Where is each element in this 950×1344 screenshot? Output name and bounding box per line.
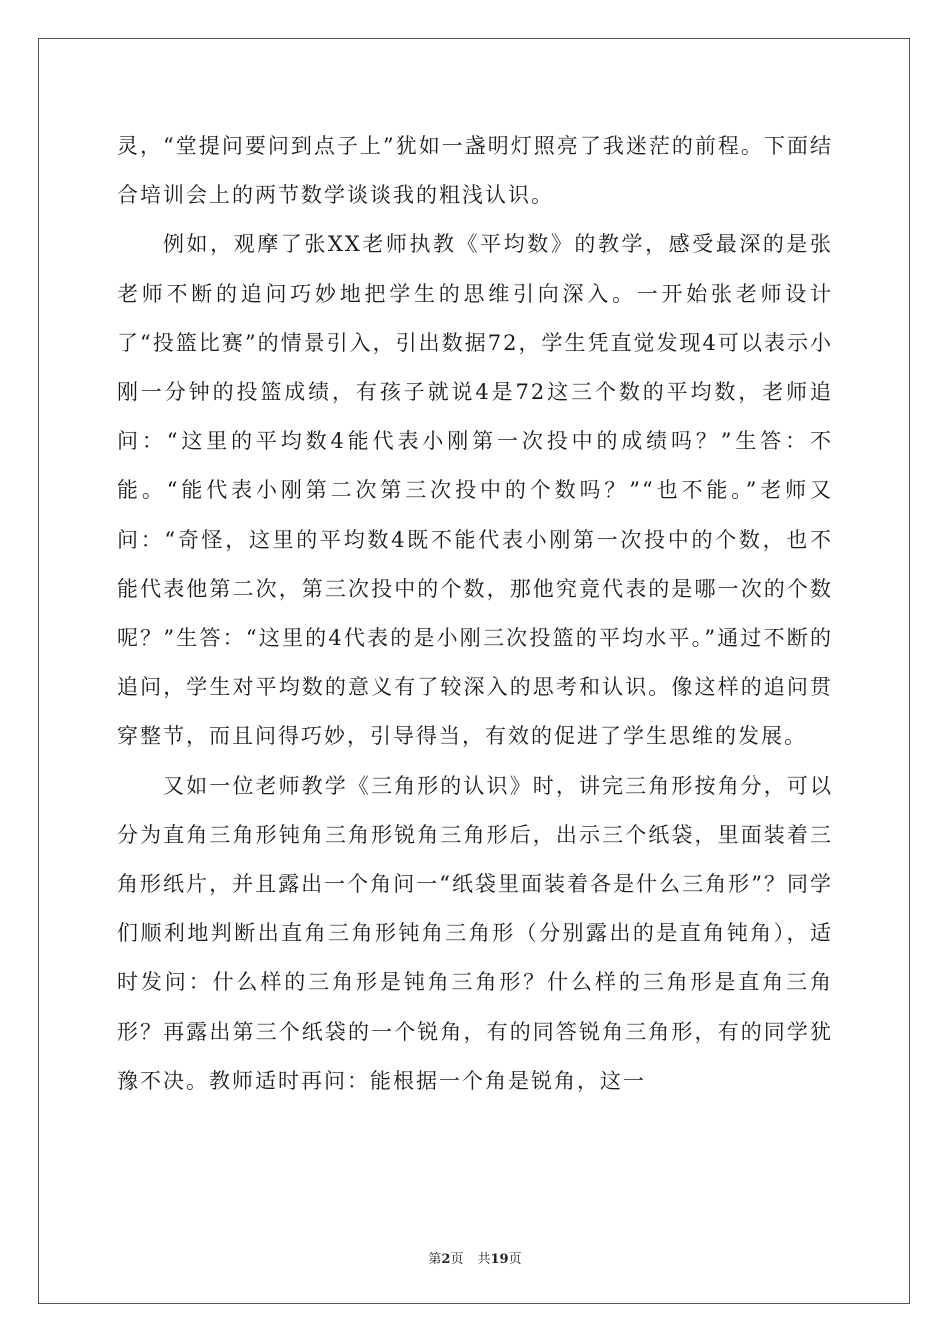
paragraph-1: 灵，“堂提问要问到点子上”犹如一盏明灯照亮了我迷茫的前程。下面结合培训会上的两节数学谈谈我的粗浅认识。: [117, 134, 833, 208]
current-page-number: 2: [441, 1252, 451, 1267]
page-suffix: 页: [450, 1252, 464, 1267]
paragraph-2: 例如，观摩了张XX老师执教《平均数》的教学，感受最深的是张老师不断的追问巧妙地把学生的思维引向深入。一开始张老师设计了“投篮比赛”的情景引入，引出数据72，学生凭直觉发现4可以表示小刚一分钟的投篮成绩，有孩子就说4是72这三个数的平均数，老师追问：“这里的平均数4能代表小刚第一次投中的成绩吗？”生答：不能。“能代表小刚第二次第三次投中的个数吗？”“也不能。”老师又问：“奇怪，这里的平均数4既不能代表小刚第一次投中的个数，也不能代表他第二次，第三次投中的个数，那他究竟代表的是哪一次的个数呢？”生答：“这里的4代表的是小刚三次投篮的平均水平。”通过不断的追问，学生对平均数的意义有了较深入的思考和认识。像这样的追问贯穿整节，而且问得巧妙，引导得当，有效的促进了学生思维的发展。: [117, 232, 833, 749]
document-body: [117, 122, 833, 1106]
paragraph-3: 又如一位老师教学《三角形的认识》时，讲完三角形按角分，可以分为直角三角形钝角三角形锐角三角形后，出示三个纸袋，里面装着三角形纸片，并且露出一个角问一“纸袋里面装着各是什么三角形”？同学们顺利地判断出直角三角形钝角三角形（分别露出的是直角钝角），适时发问：什么样的三角形是钝角三角形？什么样的三角形是直角三角形？再露出第三个纸袋的一个锐角，有的同答锐角三角形，有的同学犹豫不决。教师适时再问：能根据一个角是锐角，这一: [117, 773, 833, 1093]
total-prefix: 共: [477, 1252, 491, 1267]
page-prefix: 第: [428, 1252, 442, 1267]
page-footer: [0, 1248, 950, 1267]
total-suffix: 页: [508, 1252, 522, 1267]
total-page-count: 19: [490, 1252, 509, 1267]
